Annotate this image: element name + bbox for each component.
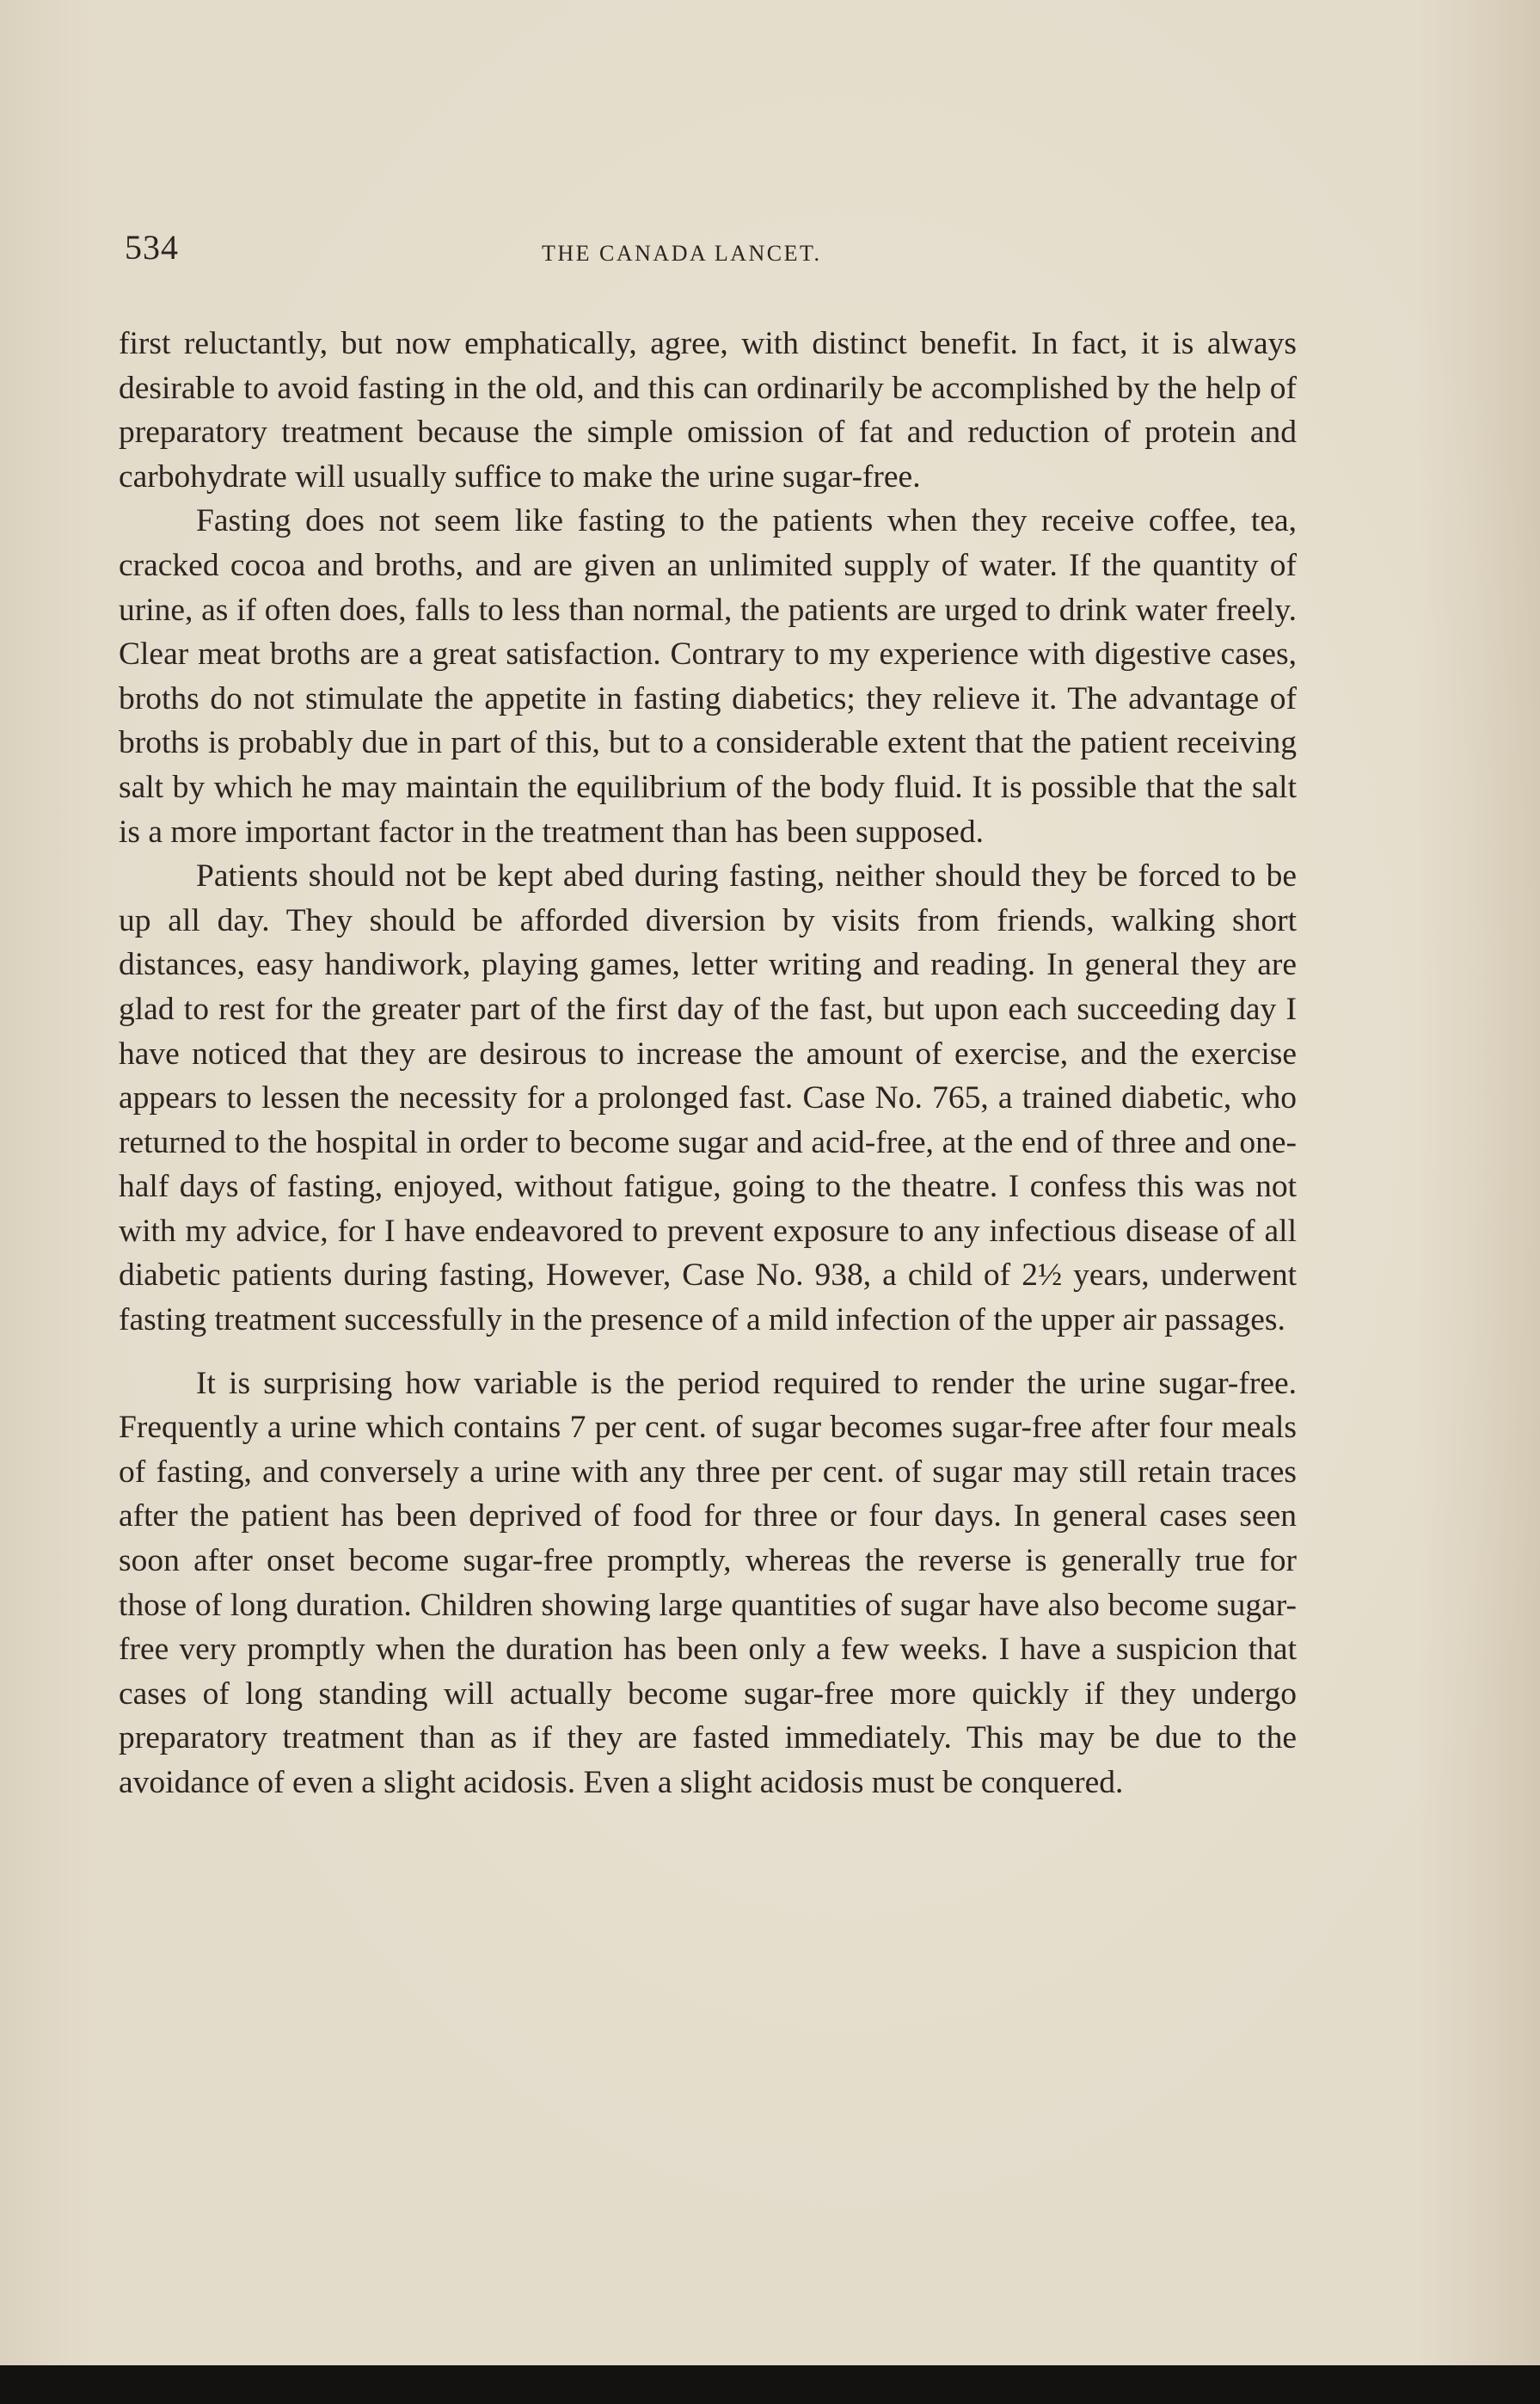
- paragraph-2: Fasting does not seem like fasting to the patients when they receive coffee, tea, cracked cocoa and broths, and are given an unlimited supply of water. If the quantity of urine, as if often does, falls to less than normal, the patients are urged to drink water freely. Clear meat broths are a great satisfaction. Contrary to my experience with digestive cases, broths do not stimulate the appetite in fasting diabetics; they relieve it. The advantage of broths is probably due in part of this, but to a considerable extent that the patient receiving salt by which he may maintain the equilibrium of the body fluid. It is possible that the salt is a more important factor in the treatment than has been supposed.: [119, 503, 1297, 850]
- page-number: 534: [125, 228, 179, 267]
- journal-title: THE CANADA LANCET.: [542, 241, 822, 266]
- paragraph-4: It is surprising how variable is the period required to render the urine sugar-free. Frequently a urine which contains 7 per cent. of sugar becomes sugar-free after four meals of fasting, and conversely a urine with any three per cent. of sugar may still retain traces after the patient has been deprived of food for three or four days. In general cases seen soon after onset become sugar-free promptly, whereas the reverse is generally true for those of long duration. Children showing large quantities of sugar have also become sugar-free very promptly when the duration has been only a few weeks. I have a suspicion that cases of long standing will actually become sugar-free more quickly if they undergo preparatory treatment than as if they are fasted immediately. This may be due to the avoidance of even a slight acidosis. Even a slight acidosis must be conquered.: [119, 1365, 1297, 1800]
- running-head: [125, 228, 1311, 282]
- scan-bottom-edge: [0, 2365, 1540, 2404]
- body-text: [119, 322, 1297, 1805]
- paragraph-3: Patients should not be kept abed during fasting, neither should they be forced to be up all day. They should be afforded diversion by visits from friends, walking short distances, easy handiwork, playing games, letter writing and reading. In general they are glad to rest for the greater part of the first day of the fast, but upon each succeeding day I have noticed that they are desirous to increase the amount of exercise, and the exercise appears to lessen the necessity for a prolonged fast. Case No. 765, a trained diabetic, who returned to the hospital in order to become sugar and acid-free, at the end of three and one-half days of fasting, enjoyed, without fatigue, going to the theatre. I confess this was not with my advice, for I have endeavored to prevent exposure to any infectious disease of all diabetic patients during fasting, However, Case No. 938, a child of 2½ years, underwent fasting treatment successfully in the presence of a mild infection of the upper air passages.: [119, 858, 1297, 1338]
- paragraph-1: first reluctantly, but now emphatically, agree, with distinct benefit. In fact, it is always desirable to avoid fasting in the old, and this can ordinarily be accomplished by the help of preparatory treatment because the simple omission of fat and reduction of protein and carbohydrate will usually suffice to make the urine sugar-free.: [119, 326, 1297, 495]
